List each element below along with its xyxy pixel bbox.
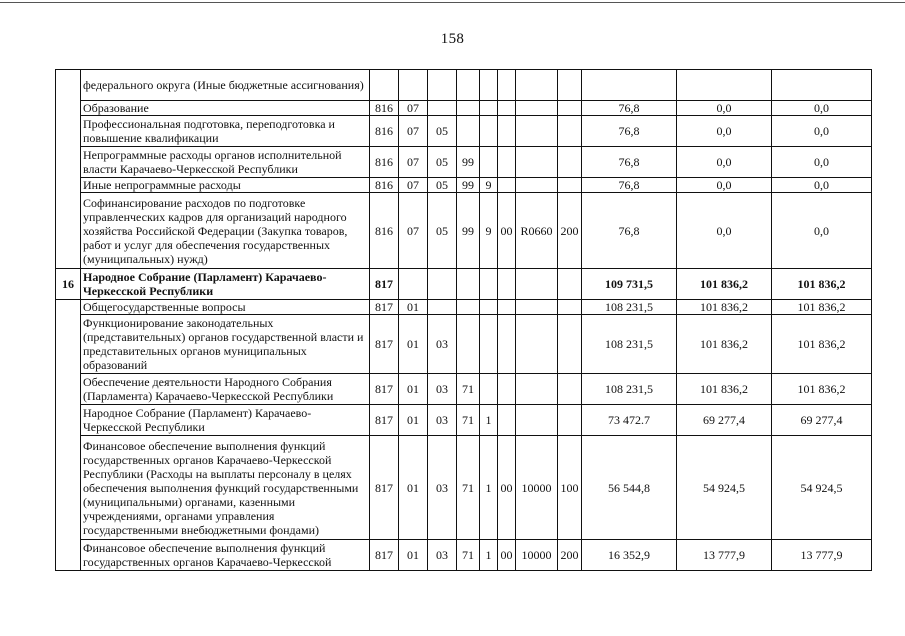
row-name: Профессиональная подготовка, переподготовка и повышение квалификации (81, 116, 370, 147)
cell-sum-1 (582, 70, 677, 101)
cell-pr: 05 (428, 193, 457, 269)
cell-pr: 03 (428, 540, 457, 571)
cell-rz: 07 (399, 101, 428, 116)
cell-subprogram (480, 147, 498, 178)
table-row (56, 193, 872, 269)
cell-rz: 01 (399, 374, 428, 405)
cell-expense-type (558, 147, 582, 178)
row-name: Обеспечение деятельности Народного Собрания (Парламента) Карачаево-Черкесской Республики (81, 374, 370, 405)
row-number (56, 70, 81, 101)
cell-program (457, 70, 480, 101)
cell-subprogram: 9 (480, 193, 498, 269)
row-number (56, 147, 81, 178)
cell-program: 71 (457, 405, 480, 436)
cell-sum-2: 0,0 (677, 116, 772, 147)
cell-rz: 01 (399, 300, 428, 315)
cell-glavn: 817 (370, 269, 399, 300)
cell-sum-3: 54 924,5 (772, 436, 872, 540)
table-row (56, 178, 872, 193)
cell-rz (399, 70, 428, 101)
cell-direction (516, 300, 558, 315)
cell-sum-3: 13 777,9 (772, 540, 872, 571)
cell-program: 99 (457, 193, 480, 269)
cell-program: 99 (457, 147, 480, 178)
cell-direction (516, 269, 558, 300)
cell-main-event (498, 147, 516, 178)
cell-rz: 01 (399, 436, 428, 540)
table-row (56, 116, 872, 147)
cell-direction (516, 101, 558, 116)
cell-program: 71 (457, 374, 480, 405)
cell-subprogram: 1 (480, 540, 498, 571)
cell-rz: 07 (399, 116, 428, 147)
cell-expense-type (558, 269, 582, 300)
row-number (56, 315, 81, 374)
cell-expense-type: 100 (558, 436, 582, 540)
cell-subprogram (480, 70, 498, 101)
cell-direction (516, 315, 558, 374)
row-number (56, 540, 81, 571)
table-row (56, 540, 872, 571)
cell-glavn: 817 (370, 315, 399, 374)
cell-direction (516, 178, 558, 193)
cell-program (457, 101, 480, 116)
cell-program (457, 315, 480, 374)
cell-expense-type (558, 70, 582, 101)
cell-glavn: 817 (370, 540, 399, 571)
cell-sum-1: 16 352,9 (582, 540, 677, 571)
cell-expense-type: 200 (558, 193, 582, 269)
cell-pr: 05 (428, 178, 457, 193)
cell-pr (428, 300, 457, 315)
cell-sum-3: 101 836,2 (772, 374, 872, 405)
cell-sum-3: 0,0 (772, 101, 872, 116)
cell-sum-1: 73 472.7 (582, 405, 677, 436)
row-name: Финансовое обеспечение выполнения функций государственных органов Карачаево-Черкесской Республики (Расходы на выплаты персоналу в целях обеспечения выполнения функций государственными (муниципальными) органами, казенными учреждениями, органами управления государственными внебюджетными фондами) (81, 436, 370, 540)
cell-rz (399, 269, 428, 300)
cell-pr: 05 (428, 116, 457, 147)
row-number (56, 101, 81, 116)
cell-sum-1: 76,8 (582, 147, 677, 178)
row-number (56, 178, 81, 193)
cell-sum-2: 69 277,4 (677, 405, 772, 436)
cell-main-event (498, 374, 516, 405)
page-number: 158 (440, 31, 465, 47)
table-row (56, 374, 872, 405)
cell-direction (516, 374, 558, 405)
cell-main-event: 00 (498, 436, 516, 540)
cell-subprogram (480, 269, 498, 300)
cell-glavn: 816 (370, 101, 399, 116)
row-number (56, 436, 81, 540)
cell-program (457, 269, 480, 300)
cell-program (457, 116, 480, 147)
row-number (56, 193, 81, 269)
cell-program: 71 (457, 540, 480, 571)
cell-direction (516, 405, 558, 436)
cell-main-event (498, 178, 516, 193)
cell-sum-2: 101 836,2 (677, 300, 772, 315)
cell-expense-type (558, 300, 582, 315)
cell-sum-1: 108 231,5 (582, 374, 677, 405)
row-name: Народное Собрание (Парламент) Карачаево-Черкесской Республики (81, 269, 370, 300)
cell-sum-3: 101 836,2 (772, 300, 872, 315)
cell-subprogram (480, 101, 498, 116)
cell-subprogram: 1 (480, 405, 498, 436)
cell-sum-2: 0,0 (677, 101, 772, 116)
cell-glavn: 817 (370, 436, 399, 540)
cell-program (457, 300, 480, 315)
cell-pr: 05 (428, 147, 457, 178)
cell-rz: 01 (399, 315, 428, 374)
cell-main-event: 00 (498, 193, 516, 269)
row-number: 16 (56, 269, 81, 300)
cell-sum-1: 76,8 (582, 178, 677, 193)
cell-expense-type (558, 178, 582, 193)
cell-sum-2: 0,0 (677, 193, 772, 269)
cell-sum-1: 76,8 (582, 116, 677, 147)
cell-direction (516, 147, 558, 178)
cell-program: 99 (457, 178, 480, 193)
row-name: Общегосударственные вопросы (81, 300, 370, 315)
cell-expense-type: 200 (558, 540, 582, 571)
cell-subprogram (480, 300, 498, 315)
cell-main-event (498, 405, 516, 436)
row-name: Непрограммные расходы органов исполнительной власти Карачаево-Черкесской Республики (81, 147, 370, 178)
cell-expense-type (558, 101, 582, 116)
cell-main-event (498, 300, 516, 315)
cell-rz: 07 (399, 147, 428, 178)
cell-sum-2: 101 836,2 (677, 374, 772, 405)
table-row (56, 269, 872, 300)
cell-glavn: 816 (370, 178, 399, 193)
cell-expense-type (558, 405, 582, 436)
cell-main-event (498, 70, 516, 101)
cell-direction (516, 116, 558, 147)
cell-expense-type (558, 374, 582, 405)
row-name: федерального округа (Иные бюджетные ассигнования) (81, 70, 370, 101)
cell-sum-3 (772, 70, 872, 101)
table-row (56, 147, 872, 178)
row-name: Образование (81, 101, 370, 116)
cell-pr: 03 (428, 436, 457, 540)
cell-rz: 01 (399, 540, 428, 571)
cell-expense-type (558, 116, 582, 147)
cell-sum-1: 76,8 (582, 101, 677, 116)
row-number (56, 405, 81, 436)
cell-expense-type (558, 315, 582, 374)
cell-pr (428, 269, 457, 300)
cell-sum-1: 109 731,5 (582, 269, 677, 300)
cell-sum-3: 101 836,2 (772, 269, 872, 300)
cell-direction (516, 70, 558, 101)
cell-direction: R0660 (516, 193, 558, 269)
cell-glavn: 816 (370, 147, 399, 178)
cell-direction: 10000 (516, 540, 558, 571)
cell-program: 71 (457, 436, 480, 540)
cell-sum-2 (677, 70, 772, 101)
cell-rz: 07 (399, 178, 428, 193)
cell-sum-2: 54 924,5 (677, 436, 772, 540)
row-name: Народное Собрание (Парламент) Карачаево-Черкесской Республики (81, 405, 370, 436)
cell-pr (428, 101, 457, 116)
cell-glavn: 816 (370, 116, 399, 147)
cell-subprogram (480, 116, 498, 147)
cell-sum-3: 0,0 (772, 178, 872, 193)
row-number (56, 116, 81, 147)
cell-sum-3: 0,0 (772, 193, 872, 269)
cell-sum-3: 0,0 (772, 116, 872, 147)
row-name: Иные непрограммные расходы (81, 178, 370, 193)
budget-table (55, 69, 872, 571)
cell-sum-1: 108 231,5 (582, 315, 677, 374)
table-row (56, 300, 872, 315)
table-row (56, 405, 872, 436)
table-row (56, 315, 872, 374)
table-row (56, 436, 872, 540)
cell-glavn: 816 (370, 193, 399, 269)
cell-main-event (498, 315, 516, 374)
row-name: Софинансирование расходов по подготовке управленческих кадров для организаций народного хозяйства Российской Федерации (Закупка товаров, работ и услуг для обеспечения государственных (муниципальных) нужд) (81, 193, 370, 269)
cell-subprogram: 9 (480, 178, 498, 193)
cell-pr: 03 (428, 405, 457, 436)
cell-main-event: 00 (498, 540, 516, 571)
top-rule (0, 2, 905, 3)
cell-glavn (370, 70, 399, 101)
cell-sum-2: 101 836,2 (677, 315, 772, 374)
cell-sum-1: 76,8 (582, 193, 677, 269)
cell-rz: 01 (399, 405, 428, 436)
table-row (56, 70, 872, 101)
row-number (56, 300, 81, 315)
cell-sum-1: 56 544,8 (582, 436, 677, 540)
cell-direction: 10000 (516, 436, 558, 540)
cell-sum-2: 13 777,9 (677, 540, 772, 571)
row-name: Финансовое обеспечение выполнения функций государственных органов Карачаево-Черкесской (81, 540, 370, 571)
cell-glavn: 817 (370, 405, 399, 436)
cell-sum-2: 0,0 (677, 178, 772, 193)
cell-sum-3: 69 277,4 (772, 405, 872, 436)
cell-main-event (498, 269, 516, 300)
cell-subprogram: 1 (480, 436, 498, 540)
cell-sum-2: 101 836,2 (677, 269, 772, 300)
cell-rz: 07 (399, 193, 428, 269)
cell-pr: 03 (428, 315, 457, 374)
cell-sum-3: 0,0 (772, 147, 872, 178)
cell-pr (428, 70, 457, 101)
cell-glavn: 817 (370, 300, 399, 315)
row-name: Функционирование законодательных (представительных) органов государственной власти и представительных органов муниципальных образований (81, 315, 370, 374)
cell-sum-2: 0,0 (677, 147, 772, 178)
cell-glavn: 817 (370, 374, 399, 405)
cell-sum-3: 101 836,2 (772, 315, 872, 374)
cell-pr: 03 (428, 374, 457, 405)
table-row (56, 101, 872, 116)
cell-main-event (498, 116, 516, 147)
row-number (56, 374, 81, 405)
cell-main-event (498, 101, 516, 116)
cell-subprogram (480, 374, 498, 405)
cell-subprogram (480, 315, 498, 374)
cell-sum-1: 108 231,5 (582, 300, 677, 315)
